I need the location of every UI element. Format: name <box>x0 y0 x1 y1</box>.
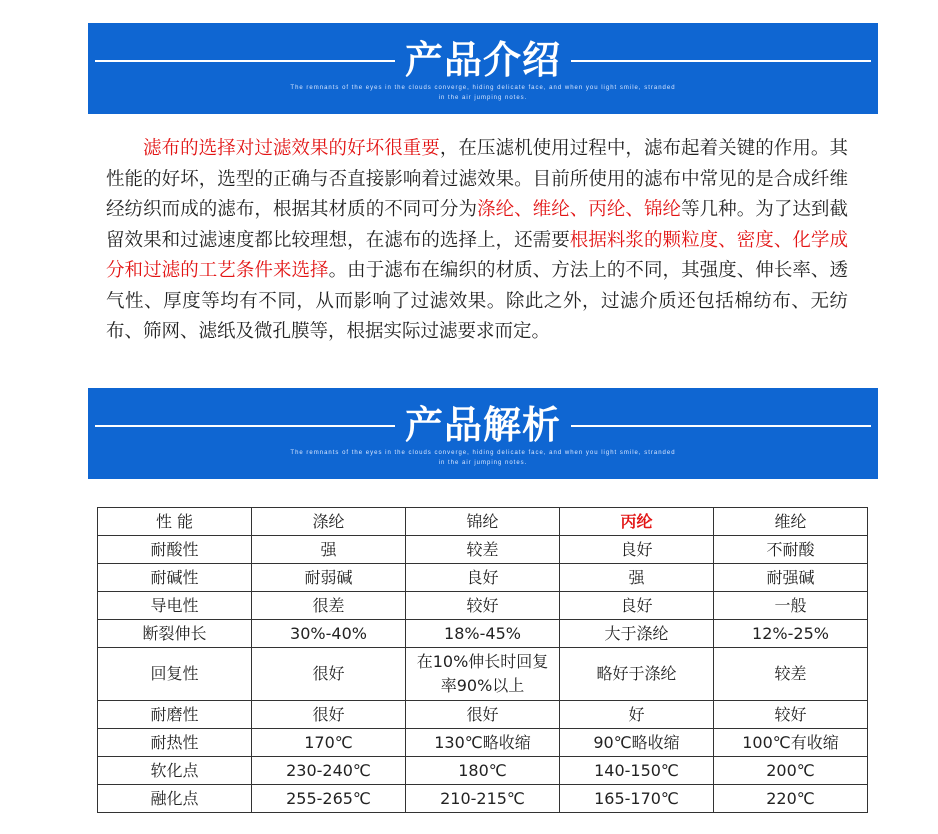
table-cell: 良好 <box>560 592 714 620</box>
table-cell: 在10%伸长时回复率90%以上 <box>406 648 560 701</box>
table-cell: 130℃略收缩 <box>406 729 560 757</box>
table-cell: 较好 <box>406 592 560 620</box>
table-row <box>98 729 868 757</box>
intro-text: 。由于滤布在编织的材质、方法上的不同，其强度、伸长率、透气性、厚度等均有不同，从而影响了过滤效果。除此之外，过滤介质还包括棉纺布、无纺布、筛网、滤纸及微孔膜等，根据实际过滤要求而定。 <box>106 260 848 342</box>
table-cell: 很好 <box>252 648 406 701</box>
table-cell: 略好于涤纶 <box>560 648 714 701</box>
table-cell: 良好 <box>560 536 714 564</box>
header-cell: 维纶 <box>714 508 868 536</box>
fiber-comparison-table <box>97 507 868 813</box>
table-cell: 良好 <box>406 564 560 592</box>
intro-text-highlight: 涤纶、维纶、丙纶、锦纶 <box>477 199 682 220</box>
table-cell: 200℃ <box>714 757 868 785</box>
section-title: 产品解析 <box>404 403 561 447</box>
table-cell: 220℃ <box>714 785 868 813</box>
table-cell: 很好 <box>252 701 406 729</box>
table-cell: 很好 <box>406 701 560 729</box>
analysis-banner <box>88 388 878 479</box>
intro-text-highlight: 根据料浆的颗粒度、密度、化学成分和过滤的工艺条件来选择 <box>106 229 848 281</box>
table-cell: 断裂伸长 <box>98 620 252 648</box>
table-cell: 230-240℃ <box>252 757 406 785</box>
section-subtitle: The remnants of the eyes in the clouds converge, hiding delicate face, and when you light smile, stranded in the air jumping notes. <box>290 85 676 101</box>
table-cell: 18%-45% <box>406 620 560 648</box>
section-subtitle: The remnants of the eyes in the clouds converge, hiding delicate face, and when you light smile, stranded in the air jumping notes. <box>290 450 676 466</box>
table-cell: 不耐酸 <box>714 536 868 564</box>
table-cell: 强 <box>560 564 714 592</box>
intro-text: 等几种。为了达到截留效果和过滤速度都比较理想，在滤布的选择上，还需要 <box>106 199 848 251</box>
section-title: 产品介绍 <box>404 38 561 82</box>
table-cell: 耐热性 <box>98 729 252 757</box>
intro-text-highlight: 滤布的选择对过滤效果的好坏很重要 <box>143 138 440 159</box>
table-cell: 210-215℃ <box>406 785 560 813</box>
table-cell: 融化点 <box>98 785 252 813</box>
table-cell: 较差 <box>406 536 560 564</box>
table-cell: 很差 <box>252 592 406 620</box>
table-row <box>98 701 868 729</box>
table-cell: 软化点 <box>98 757 252 785</box>
intro-banner <box>88 23 878 114</box>
table-cell: 90℃略收缩 <box>560 729 714 757</box>
header-cell: 性 能 <box>98 508 252 536</box>
table-row <box>98 592 868 620</box>
table-cell: 180℃ <box>406 757 560 785</box>
table-cell: 回复性 <box>98 648 252 701</box>
table-row <box>98 648 868 701</box>
table-cell: 强 <box>252 536 406 564</box>
header-cell: 锦纶 <box>406 508 560 536</box>
table-cell: 170℃ <box>252 729 406 757</box>
table-cell: 较差 <box>714 648 868 701</box>
table-cell: 好 <box>560 701 714 729</box>
table-cell: 100℃有收缩 <box>714 729 868 757</box>
table-cell: 耐强碱 <box>714 564 868 592</box>
table-row <box>98 785 868 813</box>
table-cell: 耐酸性 <box>98 536 252 564</box>
table-cell: 大于涤纶 <box>560 620 714 648</box>
table-cell: 导电性 <box>98 592 252 620</box>
intro-text: ，在压滤机使用过程中，滤布起着关键的作用。其性能的好坏，选型的正确与否直接影响着过滤效果。目前所使用的滤布中常见的是合成纤维经纺织而成的滤布，根据其材质的不同可分为 <box>106 138 848 220</box>
table-cell: 一般 <box>714 592 868 620</box>
table-row <box>98 564 868 592</box>
intro-paragraph <box>106 134 848 348</box>
table-row <box>98 620 868 648</box>
table-header-row <box>98 508 868 536</box>
table-cell: 耐弱碱 <box>252 564 406 592</box>
table-cell: 140-150℃ <box>560 757 714 785</box>
table-cell: 较好 <box>714 701 868 729</box>
table-cell: 耐磨性 <box>98 701 252 729</box>
table-cell: 12%-25% <box>714 620 868 648</box>
header-cell: 涤纶 <box>252 508 406 536</box>
table-cell: 165-170℃ <box>560 785 714 813</box>
table-cell: 耐碱性 <box>98 564 252 592</box>
header-cell-highlight: 丙纶 <box>560 508 714 536</box>
table-row <box>98 536 868 564</box>
table-cell: 30%-40% <box>252 620 406 648</box>
table-cell: 255-265℃ <box>252 785 406 813</box>
table-row <box>98 757 868 785</box>
